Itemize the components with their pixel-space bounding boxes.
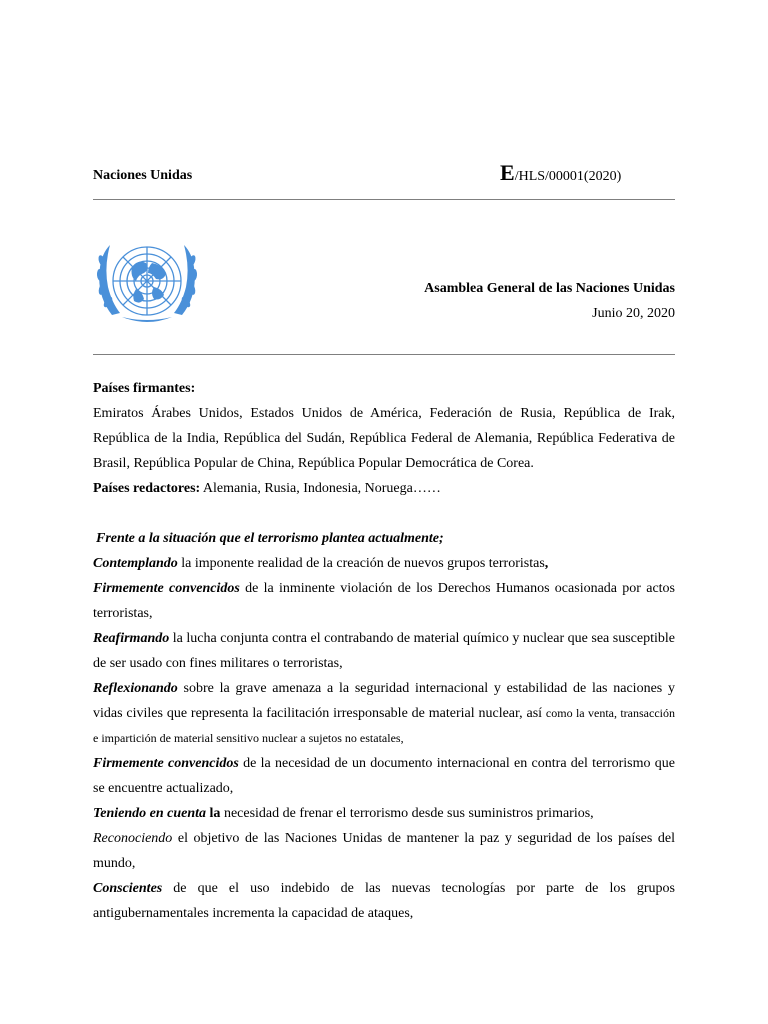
document-symbol-code: /HLS/00001(2020) [514,169,622,184]
document-symbol [500,160,621,186]
document-date: Junio 20, 2020 [592,306,675,321]
clause-text: de que el uso indebido de las nuevas tecnologías por parte de los grupos antigubernamentales incrementa la capacidad de ataques, [93,881,675,921]
preamble-clause [93,876,675,926]
preamble-clause [93,626,675,676]
drafters-line [93,476,675,501]
clause-lead: Contemplando [93,556,178,571]
clause-lead: Reafirmando [93,631,170,646]
clause-text: de la necesidad de un documento internacional en contra del terrorismo que se encuentre actualizado, [93,756,675,796]
clause-lead: Firmemente convencidos [93,581,240,596]
clause-lead: Reflexionando [93,681,178,696]
clause-text: la lucha conjunta contra el contrabando de material químico y nuclear que sea susceptible de ser usado con fines militares o terroristas, [93,631,675,671]
drafters-list: Alemania, Rusia, Indonesia, Noruega…… [200,481,441,496]
clause-text: necesidad de frenar el terrorismo desde sus suministros primarios, [220,806,594,821]
clause-text: el objetivo de las Naciones Unidas de mantener la paz y seguridad de los países del mundo, [93,831,675,871]
preamble-clause [93,676,675,751]
drafters-label: Países redactores: [93,481,201,496]
preamble-clause [93,751,675,801]
clause-lead: Conscientes [93,881,163,896]
assembly-name: Asamblea General de las Naciones Unidas [424,281,675,296]
preamble-clause [93,551,675,576]
signatories-list: Emiratos Árabes Unidos, Estados Unidos de América, Federación de Rusia, República de Irak, República de la India, República del Sudán, República Federal de Alemania, República Federativa de Brasil, República Popular de China, República Popular Democrática de Corea. [93,406,675,471]
clause-text: sobre la grave amenaza a la seguridad internacional y estabilidad de las naciones y vidas civiles que representa la facilitación irresponsable de material nuclear, así [93,681,675,721]
document-body [93,376,675,926]
preamble-clause [93,826,675,876]
signatories-label: Países firmantes: [93,381,196,396]
preamble-clause [93,801,675,826]
clause-mid: la [206,806,221,821]
clause-tail: , [544,556,549,571]
paragraph-spacer [93,501,675,526]
clause-lead: Firmemente convencidos [93,756,239,771]
clause-text: la imponente realidad de la creación de nuevos grupos terroristas [177,556,545,571]
clause-lead: Reconociendo [93,831,173,846]
document-symbol-letter: E [500,160,515,185]
clause-small-text: como la venta, transacción e impartición de material sensitivo nuclear a sujetos no estatales, [93,706,675,745]
clause-text: de la inminente violación de los Derechos Humanos ocasionada por actos terroristas, [93,581,675,621]
un-emblem-icon [92,237,202,329]
document-header [93,160,675,190]
meta-divider [93,354,675,355]
preamble-intro: Frente a la situación que el terrorismo plantea actualmente; [96,531,444,546]
clause-lead: Teniendo en cuenta [93,806,207,821]
organization-name: Naciones Unidas [93,168,193,183]
header-divider [93,199,675,200]
preamble-clause [93,576,675,626]
